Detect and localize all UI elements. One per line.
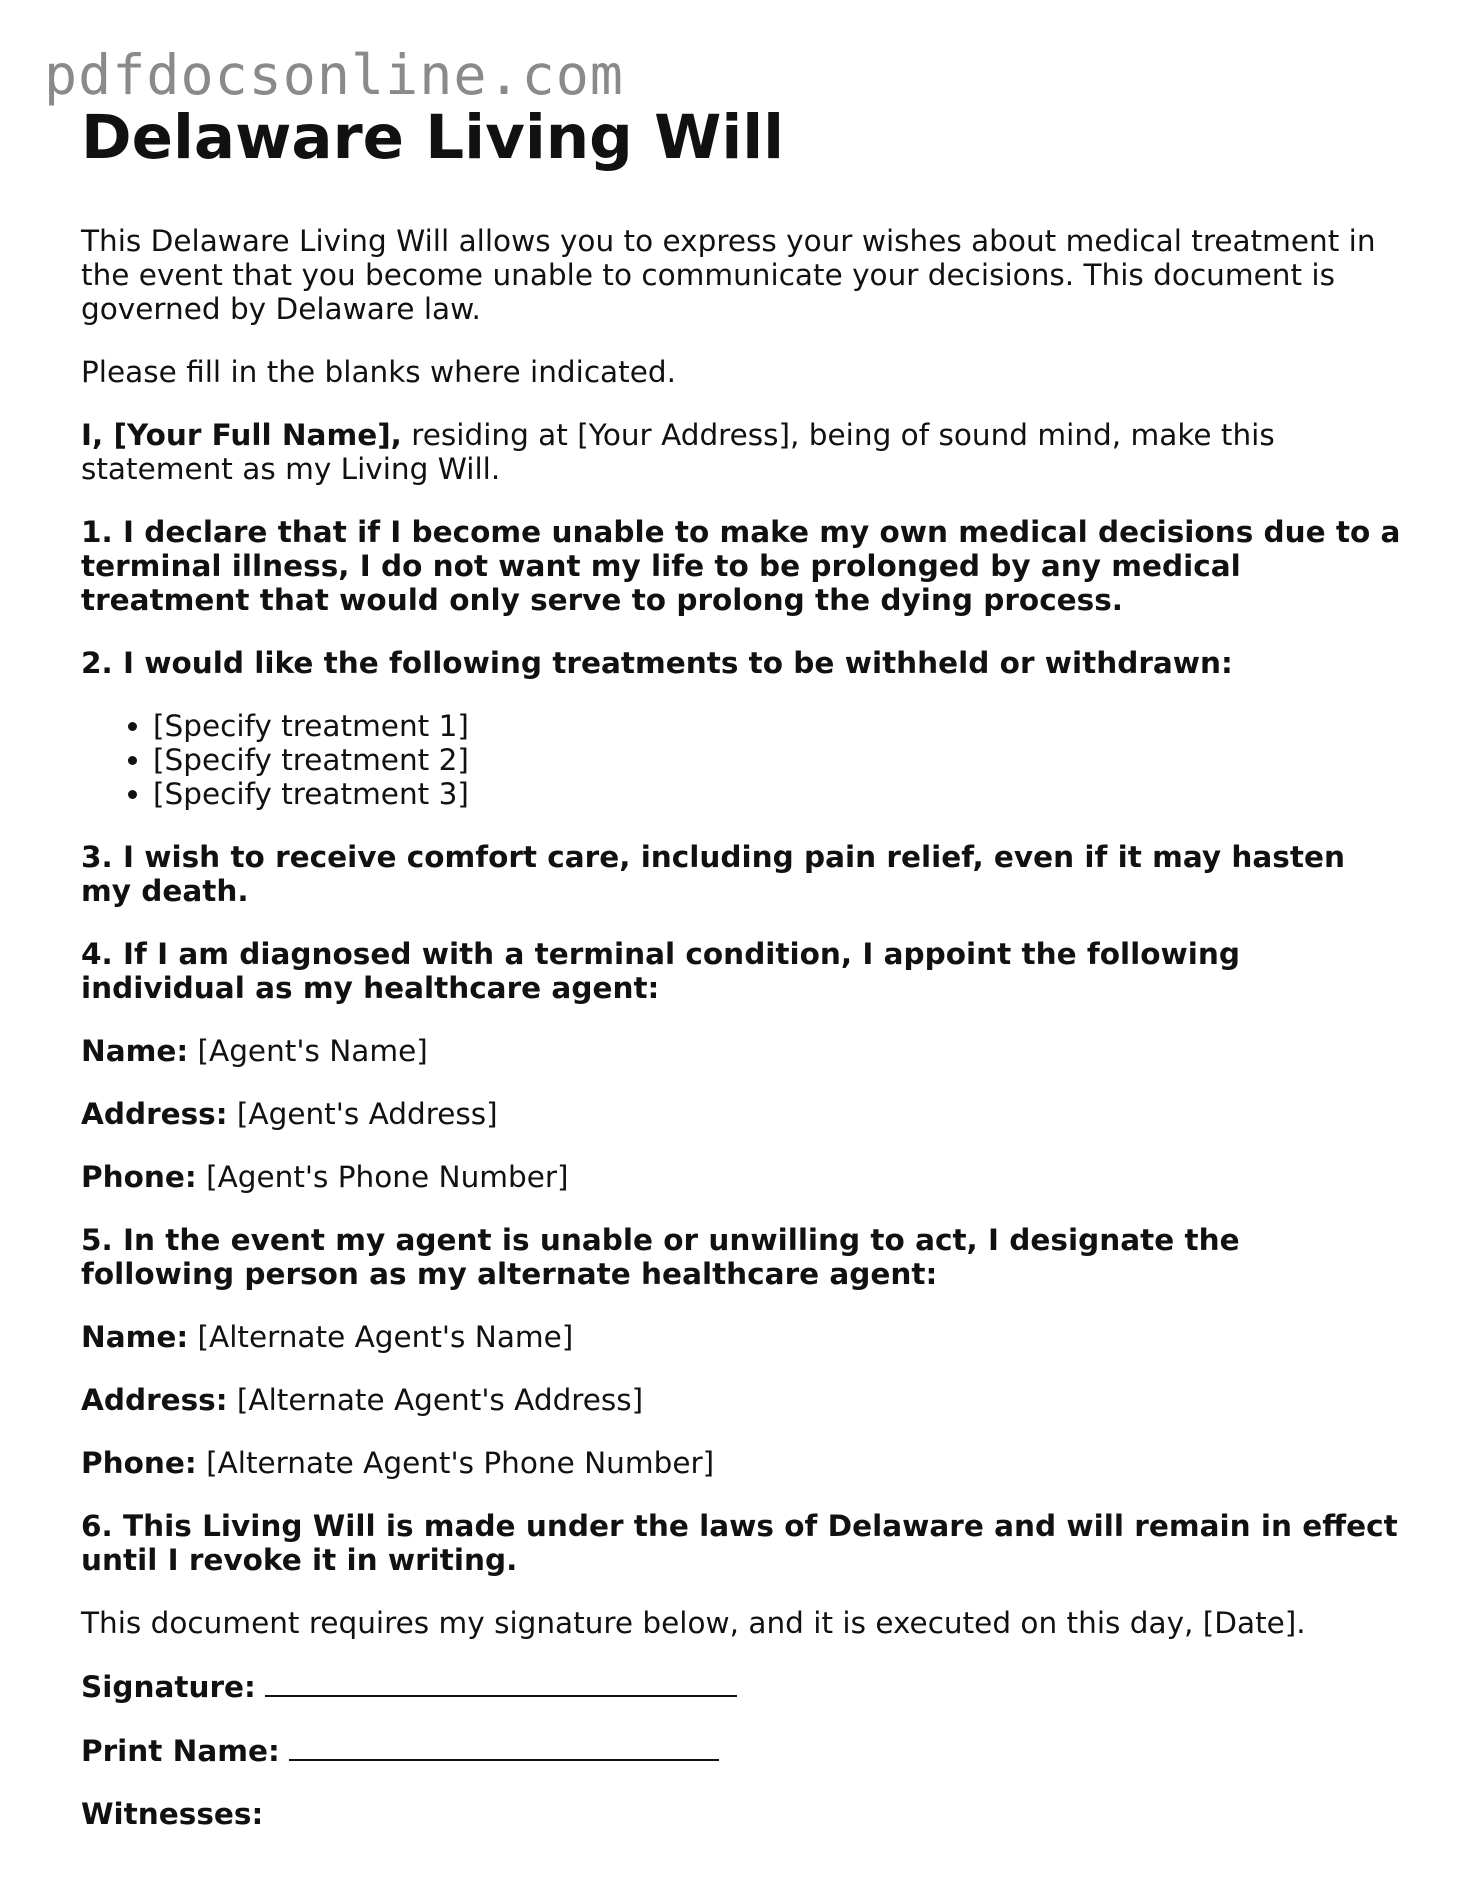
alternate-address-line [81, 1383, 1401, 1417]
intro-paragraph: This Delaware Living Will allows you to express your wishes about medical treatment in the event that you become unable to communicate your decisions. This document is governed by Delaware law. [81, 224, 1376, 326]
list-item: • [Specify treatment 2] [153, 743, 1401, 777]
treatment-list [81, 709, 1401, 811]
section-6: 6. This Living Will is made under the laws of Delaware and will remain in effect until I revoke it in writing. [81, 1509, 1398, 1577]
witnesses-line [81, 1797, 1401, 1831]
signature-line [81, 1669, 1401, 1704]
agent-name-label: Name: [81, 1034, 189, 1068]
print-name-line [81, 1733, 1401, 1768]
instruction-paragraph: Please fill in the blanks where indicated. [81, 355, 676, 389]
agent-address-value: [Agent's Address] [227, 1097, 498, 1131]
section-4: 4. If I am diagnosed with a terminal condition, I appoint the following individual as my healthcare agent: [81, 937, 1240, 1005]
alternate-name-line [81, 1320, 1401, 1354]
document-body [81, 100, 1401, 1860]
print-name-field[interactable] [289, 1733, 719, 1761]
agent-address-line [81, 1097, 1401, 1131]
witnesses-label: Witnesses: [81, 1797, 264, 1831]
list-item: • [Specify treatment 3] [153, 777, 1401, 811]
agent-name-value: [Agent's Name] [188, 1034, 428, 1068]
signature-field[interactable] [265, 1669, 737, 1697]
page-title: Delaware Living Will [81, 102, 785, 173]
declarant-name: I, [Your Full Name], [81, 418, 402, 452]
agent-phone-value: [Agent's Phone Number] [196, 1160, 569, 1194]
declarant-rest: residing at [Your Address], being of sound mind, make this statement as my Living Will. [81, 418, 1275, 486]
alternate-name-value: [Alternate Agent's Name] [188, 1320, 574, 1354]
agent-phone-line [81, 1160, 1401, 1194]
alternate-phone-label: Phone: [81, 1446, 197, 1480]
alternate-address-value: [Alternate Agent's Address] [227, 1383, 644, 1417]
section-1: 1. I declare that if I become unable to make my own medical decisions due to a terminal illness, I do not want my life to be prolonged by any medical treatment that would only serve to prolong the dying process. [81, 515, 1401, 617]
agent-address-label: Address: [81, 1097, 228, 1131]
watermark: pdfdocsonline.com [44, 43, 624, 107]
section-2: 2. I would like the following treatments to be withheld or withdrawn: [81, 646, 1233, 680]
alternate-address-label: Address: [81, 1383, 228, 1417]
alternate-phone-line [81, 1446, 1401, 1480]
alternate-name-label: Name: [81, 1320, 189, 1354]
execution-statement: This document requires my signature below, and it is executed on this day, [Date]. [81, 1606, 1306, 1640]
alternate-phone-value: [Alternate Agent's Phone Number] [196, 1446, 715, 1480]
list-item: • [Specify treatment 1] [153, 709, 1401, 743]
agent-name-line [81, 1034, 1401, 1068]
declarant-statement [81, 418, 1401, 486]
section-3: 3. I wish to receive comfort care, including pain relief, even if it may hasten my death. [81, 840, 1345, 908]
agent-phone-label: Phone: [81, 1160, 197, 1194]
signature-label: Signature: [81, 1670, 256, 1704]
print-name-label: Print Name: [81, 1734, 280, 1768]
section-5: 5. In the event my agent is unable or unwilling to act, I designate the following person as my alternate healthcare agent: [81, 1223, 1240, 1291]
